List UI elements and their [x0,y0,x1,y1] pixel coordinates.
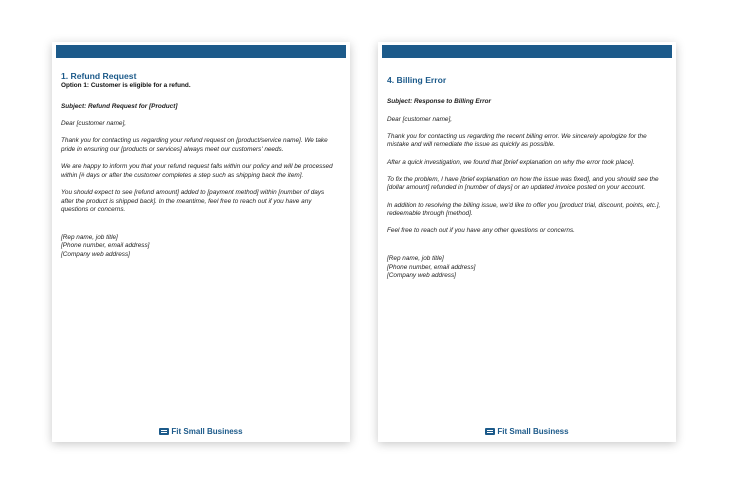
body-paragraph: Thank you for contacting us regarding your refund request on [product/service name]. We take pride in ensuring our [products or services] always meet our customers' needs. [61,137,328,153]
template-content [387,75,664,281]
signature-line: [Rep name, job title] [387,254,444,262]
refund-request-template-page [52,42,350,442]
body-paragraph: To fix the problem, I have [brief explanation on how the issue was fixed], and you should see the [dollar amount] refunded in [number of days] or an updated invoice posted on your account. [387,175,659,192]
body-paragraph: After a quick investigation, we found that [brief explanation on why the error took place]. [387,158,635,166]
signature-line: [Company web address] [61,250,130,258]
signature-line: [Phone number, email address] [61,242,150,250]
header-bar [56,45,346,58]
body-paragraph: You should expect to see [refund amount] added to [payment method] within [number of days after the product is shipped back]. In the meantime, feel free to reach out if you have any questions or concerns. [61,188,325,214]
signature-block [61,234,338,260]
signature-line: [Company web address] [387,272,456,280]
body-paragraph: Thank you for contacting us regarding the recent billing error. We sincerely apologize for the mistake and will remediate the issue as quickly as possible. [387,132,647,149]
email-subject: Subject: Refund Request for [Product] [61,102,178,110]
option-line: Option 1: Customer is eligible for a refund. [61,82,191,89]
header-bar [382,45,672,58]
billing-error-template-page [378,42,676,442]
body-paragraph: Feel free to reach out if you have any other questions or concerns. [387,227,575,235]
signature-block [387,255,664,281]
brand-name: Fit Small Business [171,427,243,436]
body-paragraph: In addition to resolving the billing issue, we'd like to offer you [product trial, discount, points, etc.], redeemable through [method]. [387,201,661,218]
section-title: 4. Billing Error [387,75,447,85]
brand-name: Fit Small Business [497,427,569,436]
email-subject: Subject: Response to Billing Error [387,98,492,105]
signature-line: [Phone number, email address] [387,263,476,271]
brand-logo-icon [485,428,495,435]
body-paragraph: We are happy to inform you that your refund request falls within our policy and will be processed within [# days or after the customer completes a step such as shipping back the item]. [61,163,333,179]
greeting: Dear [customer name], [61,120,126,128]
greeting: Dear [customer name], [387,115,452,123]
brand-logo [378,427,676,436]
brand-logo-icon [159,428,169,435]
brand-logo [52,427,350,436]
template-content [61,71,338,260]
section-title: 1. Refund Request [61,71,137,81]
signature-line: [Rep name, job title] [61,233,118,241]
